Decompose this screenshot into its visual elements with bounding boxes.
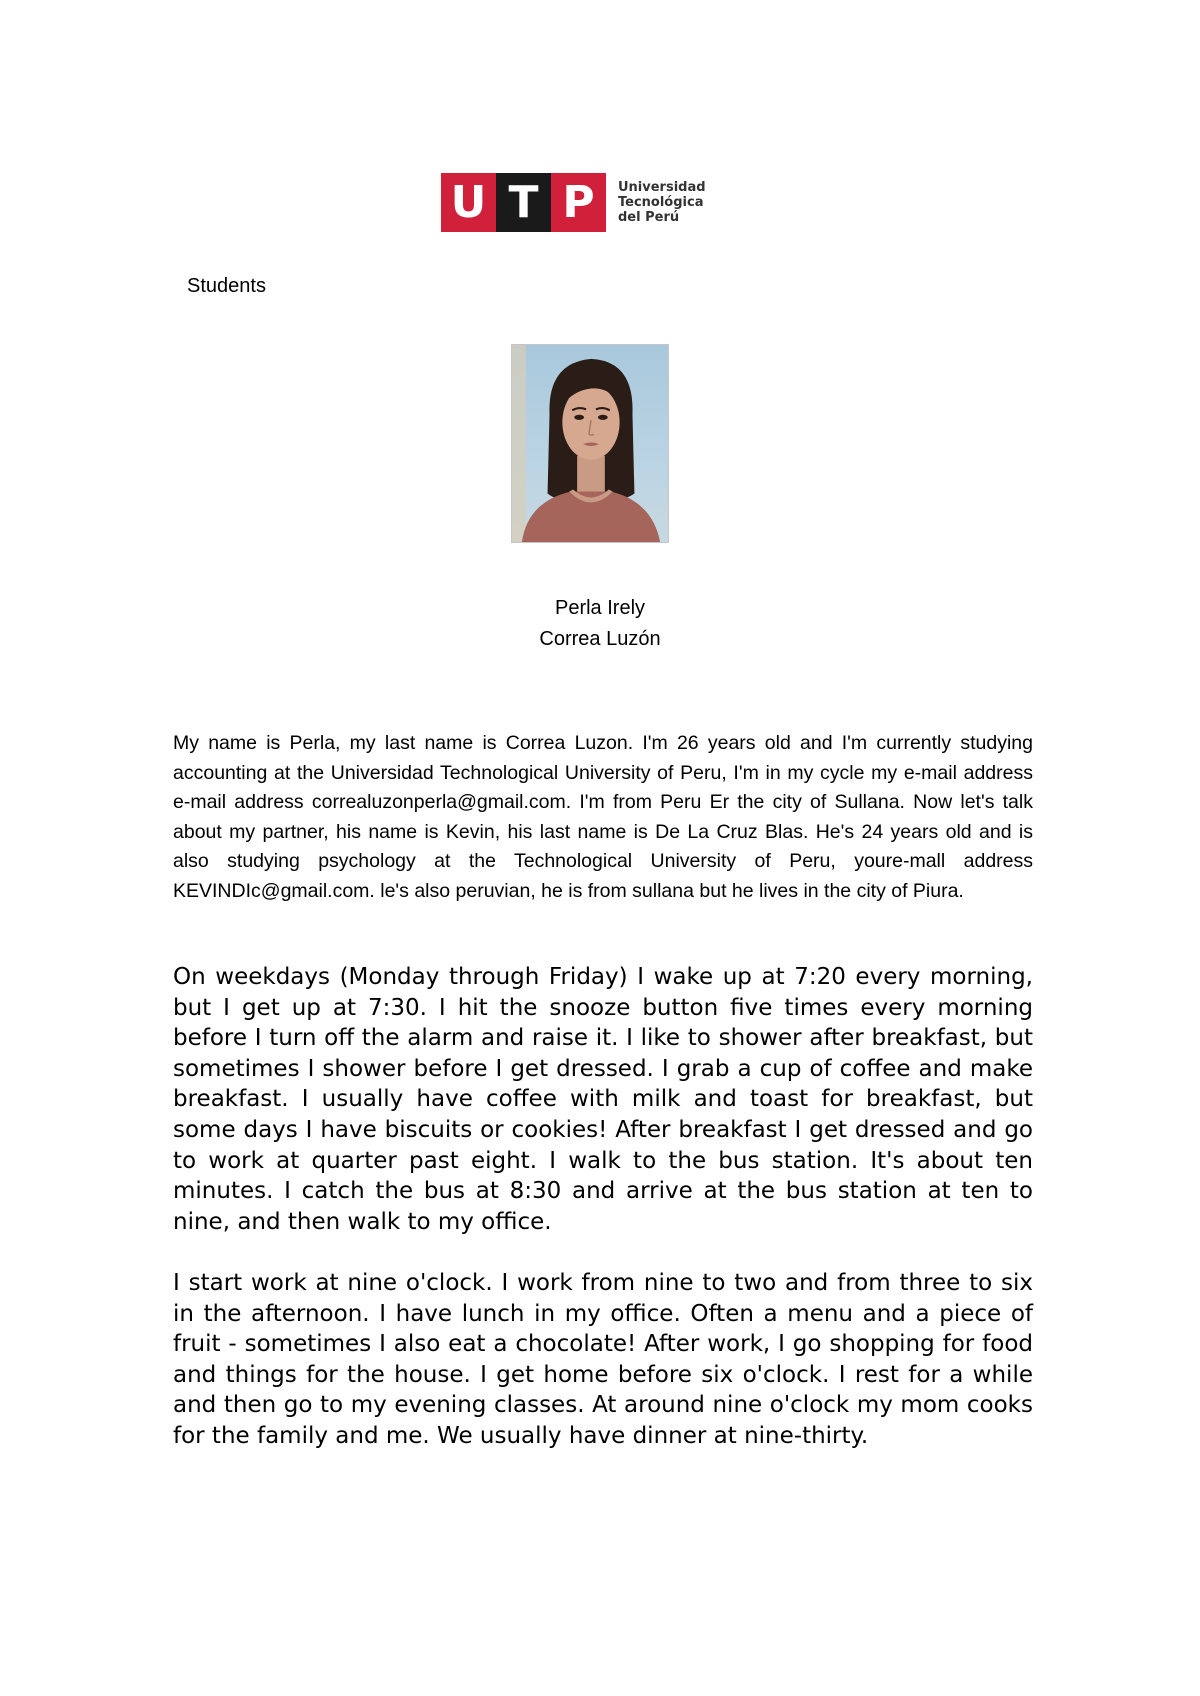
logo-name-line-3: del Perú: [618, 210, 680, 225]
student-photo: [511, 344, 669, 543]
routine-morning-paragraph: On weekdays (Monday through Friday) I wake up at 7:20 every morning, but I get up at 7:30. I hit the snooze button five times every morning before I turn off the alarm and raise it. I like to shower after breakfast, but sometimes I shower before I get dressed. I grab a cup of coffee and make breakfast. I usually have coffee with milk and toast for breakfast, but some days I have biscuits or cookies! After breakfast I get dressed and go to work at quarter past eight. I walk to the bus station. It's about ten minutes. I catch the bus at 8:30 and arrive at the bus station at ten to nine, and then walk to my office.: [173, 964, 1033, 1235]
student-name: [0, 593, 1200, 655]
logo-letter-t: T: [496, 173, 551, 232]
student-first-name: Perla Irely: [554, 597, 646, 619]
logo-university-name: [618, 180, 708, 225]
logo-letter-u: U: [441, 173, 496, 232]
logo-letter-p: P: [551, 173, 606, 232]
routine-day-paragraph: I start work at nine o'clock. I work from nine to two and from three to six in the afternoon. I have lunch in my office. Often a menu and a piece of fruit - sometimes I also eat a chocolate! After work, I go shopping for food and things for the house. I get home before six o'clock. I rest for a while and then go to my evening classes. At around nine o'clock my mom cooks for the family and me. We usually have dinner at nine-thirty.: [173, 1270, 1033, 1449]
utp-logo: [441, 173, 708, 232]
logo-name-line-1: Universidad: [618, 180, 706, 195]
intro-paragraph: My name is Perla, my last name is Correa Luzon. I'm 26 years old and I'm currently studying accounting at the Universidad Technological University of Peru, I'm in my cycle my e-mail address e-mail address correaluzonperla@gmail.com. I'm from Peru Er the city of Sullana. Now let's talk about my partner, his name is Kevin, his last name is De La Cruz Blas. He's 24 years old and is also studying psychology at the Technological University of Peru, youre-mall address KEVINDIc@gmail.com. le's also peruvian, he is from sullana but he lives in the city of Piura.: [173, 732, 1033, 902]
logo-name-line-2: Tecnológica: [618, 195, 704, 210]
students-label: Students: [187, 275, 266, 297]
student-last-name: Correa Luzón: [539, 628, 661, 650]
student-portrait-icon: [512, 345, 668, 542]
